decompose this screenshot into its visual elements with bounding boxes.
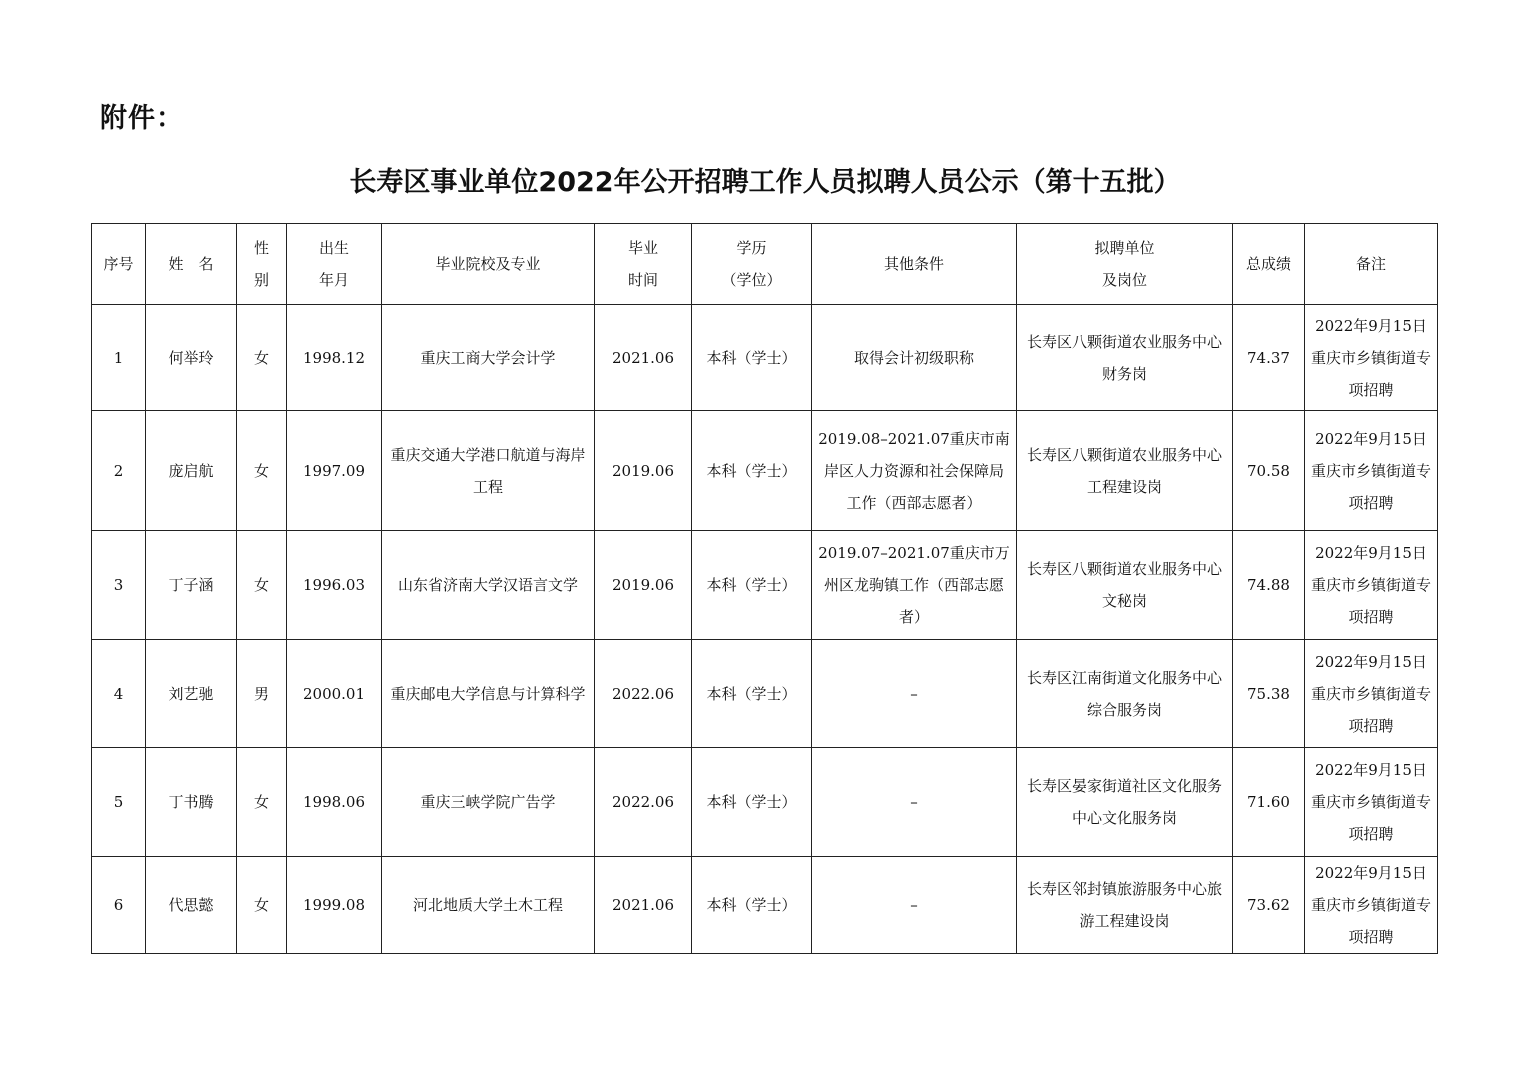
cell-remark: 2022年9月15日重庆市乡镇街道专项招聘 — [1305, 857, 1438, 954]
cell-birth: 1997.09 — [287, 411, 382, 531]
header-unit-line2: 及岗位 — [1101, 271, 1147, 289]
cell-grad: 2019.06 — [595, 411, 692, 531]
header-grad-line2: 时间 — [627, 271, 658, 289]
cell-school: 河北地质大学土木工程 — [382, 857, 595, 954]
cell-edu: 本科（学士） — [692, 857, 812, 954]
cell-gender: 女 — [237, 531, 287, 640]
cell-unit: 长寿区八颗街道农业服务中心财务岗 — [1017, 305, 1233, 411]
header-name: 姓 名 — [146, 224, 237, 305]
cell-score: 70.58 — [1233, 411, 1305, 531]
cell-birth: 2000.01 — [287, 640, 382, 748]
header-row — [92, 224, 1438, 305]
cell-index: 3 — [92, 531, 146, 640]
cell-birth: 1998.12 — [287, 305, 382, 411]
header-edu — [692, 224, 812, 305]
cell-other: 2019.08–2021.07重庆市南岸区人力资源和社会保障局工作（西部志愿者） — [812, 411, 1017, 531]
header-birth — [287, 224, 382, 305]
cell-gender: 男 — [237, 640, 287, 748]
cell-grad: 2021.06 — [595, 857, 692, 954]
cell-edu: 本科（学士） — [692, 748, 812, 857]
cell-remark: 2022年9月15日重庆市乡镇街道专项招聘 — [1305, 748, 1438, 857]
cell-gender: 女 — [237, 411, 287, 531]
header-birth-line1: 出生 — [318, 239, 349, 257]
candidate-table — [91, 223, 1438, 954]
cell-score: 74.37 — [1233, 305, 1305, 411]
cell-grad: 2021.06 — [595, 305, 692, 411]
cell-unit: 长寿区江南街道文化服务中心综合服务岗 — [1017, 640, 1233, 748]
header-unit — [1017, 224, 1233, 305]
header-gender — [237, 224, 287, 305]
cell-remark: 2022年9月15日重庆市乡镇街道专项招聘 — [1305, 411, 1438, 531]
page-title: 长寿区事业单位2022年公开招聘工作人员拟聘人员公示（第十五批） — [349, 167, 1181, 198]
cell-remark: 2022年9月15日重庆市乡镇街道专项招聘 — [1305, 640, 1438, 748]
cell-score: 71.60 — [1233, 748, 1305, 857]
header-edu-line2: （学位） — [721, 271, 782, 289]
cell-edu: 本科（学士） — [692, 305, 812, 411]
cell-birth: 1999.08 — [287, 857, 382, 954]
cell-index: 4 — [92, 640, 146, 748]
cell-grad: 2022.06 — [595, 748, 692, 857]
cell-other: – — [812, 640, 1017, 748]
cell-name: 庞启航 — [146, 411, 237, 531]
header-gender-line2: 别 — [253, 271, 269, 289]
table-header — [92, 224, 1438, 305]
header-gender-line1: 性 — [253, 239, 269, 257]
table-row — [92, 531, 1438, 640]
cell-other: – — [812, 748, 1017, 857]
cell-school: 重庆交通大学港口航道与海岸工程 — [382, 411, 595, 531]
cell-edu: 本科（学士） — [692, 531, 812, 640]
header-unit-line1: 拟聘单位 — [1094, 239, 1155, 257]
header-grad-line1: 毕业 — [627, 239, 658, 257]
cell-name: 代思懿 — [146, 857, 237, 954]
cell-grad: 2022.06 — [595, 640, 692, 748]
table-row — [92, 748, 1438, 857]
cell-other: 2019.07–2021.07重庆市万州区龙驹镇工作（西部志愿者） — [812, 531, 1017, 640]
header-score: 总成绩 — [1233, 224, 1305, 305]
header-grad — [595, 224, 692, 305]
table-row — [92, 411, 1438, 531]
header-remark: 备注 — [1305, 224, 1438, 305]
cell-unit: 长寿区邻封镇旅游服务中心旅游工程建设岗 — [1017, 857, 1233, 954]
cell-name: 丁子涵 — [146, 531, 237, 640]
header-edu-line1: 学历 — [736, 239, 767, 257]
header-index: 序号 — [92, 224, 146, 305]
cell-gender: 女 — [237, 305, 287, 411]
cell-birth: 1996.03 — [287, 531, 382, 640]
cell-gender: 女 — [237, 748, 287, 857]
cell-score: 73.62 — [1233, 857, 1305, 954]
table-row — [92, 305, 1438, 411]
cell-other: – — [812, 857, 1017, 954]
cell-name: 刘艺驰 — [146, 640, 237, 748]
cell-name: 何举玲 — [146, 305, 237, 411]
cell-index: 6 — [92, 857, 146, 954]
cell-other: 取得会计初级职称 — [812, 305, 1017, 411]
cell-school: 山东省济南大学汉语言文学 — [382, 531, 595, 640]
cell-index: 1 — [92, 305, 146, 411]
cell-unit: 长寿区八颗街道农业服务中心文秘岗 — [1017, 531, 1233, 640]
header-school: 毕业院校及专业 — [382, 224, 595, 305]
cell-remark: 2022年9月15日重庆市乡镇街道专项招聘 — [1305, 305, 1438, 411]
cell-unit: 长寿区晏家街道社区文化服务中心文化服务岗 — [1017, 748, 1233, 857]
cell-gender: 女 — [237, 857, 287, 954]
cell-school: 重庆邮电大学信息与计算科学 — [382, 640, 595, 748]
cell-name: 丁书腾 — [146, 748, 237, 857]
cell-unit: 长寿区八颗街道农业服务中心工程建设岗 — [1017, 411, 1233, 531]
table-body — [92, 305, 1438, 954]
cell-edu: 本科（学士） — [692, 640, 812, 748]
table-row — [92, 857, 1438, 954]
header-other: 其他条件 — [812, 224, 1017, 305]
table-row — [92, 640, 1438, 748]
cell-score: 74.88 — [1233, 531, 1305, 640]
cell-school: 重庆三峡学院广告学 — [382, 748, 595, 857]
cell-index: 2 — [92, 411, 146, 531]
cell-birth: 1998.06 — [287, 748, 382, 857]
cell-score: 75.38 — [1233, 640, 1305, 748]
cell-remark: 2022年9月15日重庆市乡镇街道专项招聘 — [1305, 531, 1438, 640]
header-birth-line2: 年月 — [318, 271, 349, 289]
cell-edu: 本科（学士） — [692, 411, 812, 531]
cell-index: 5 — [92, 748, 146, 857]
cell-school: 重庆工商大学会计学 — [382, 305, 595, 411]
attachment-label: 附件： — [100, 103, 184, 134]
cell-grad: 2019.06 — [595, 531, 692, 640]
